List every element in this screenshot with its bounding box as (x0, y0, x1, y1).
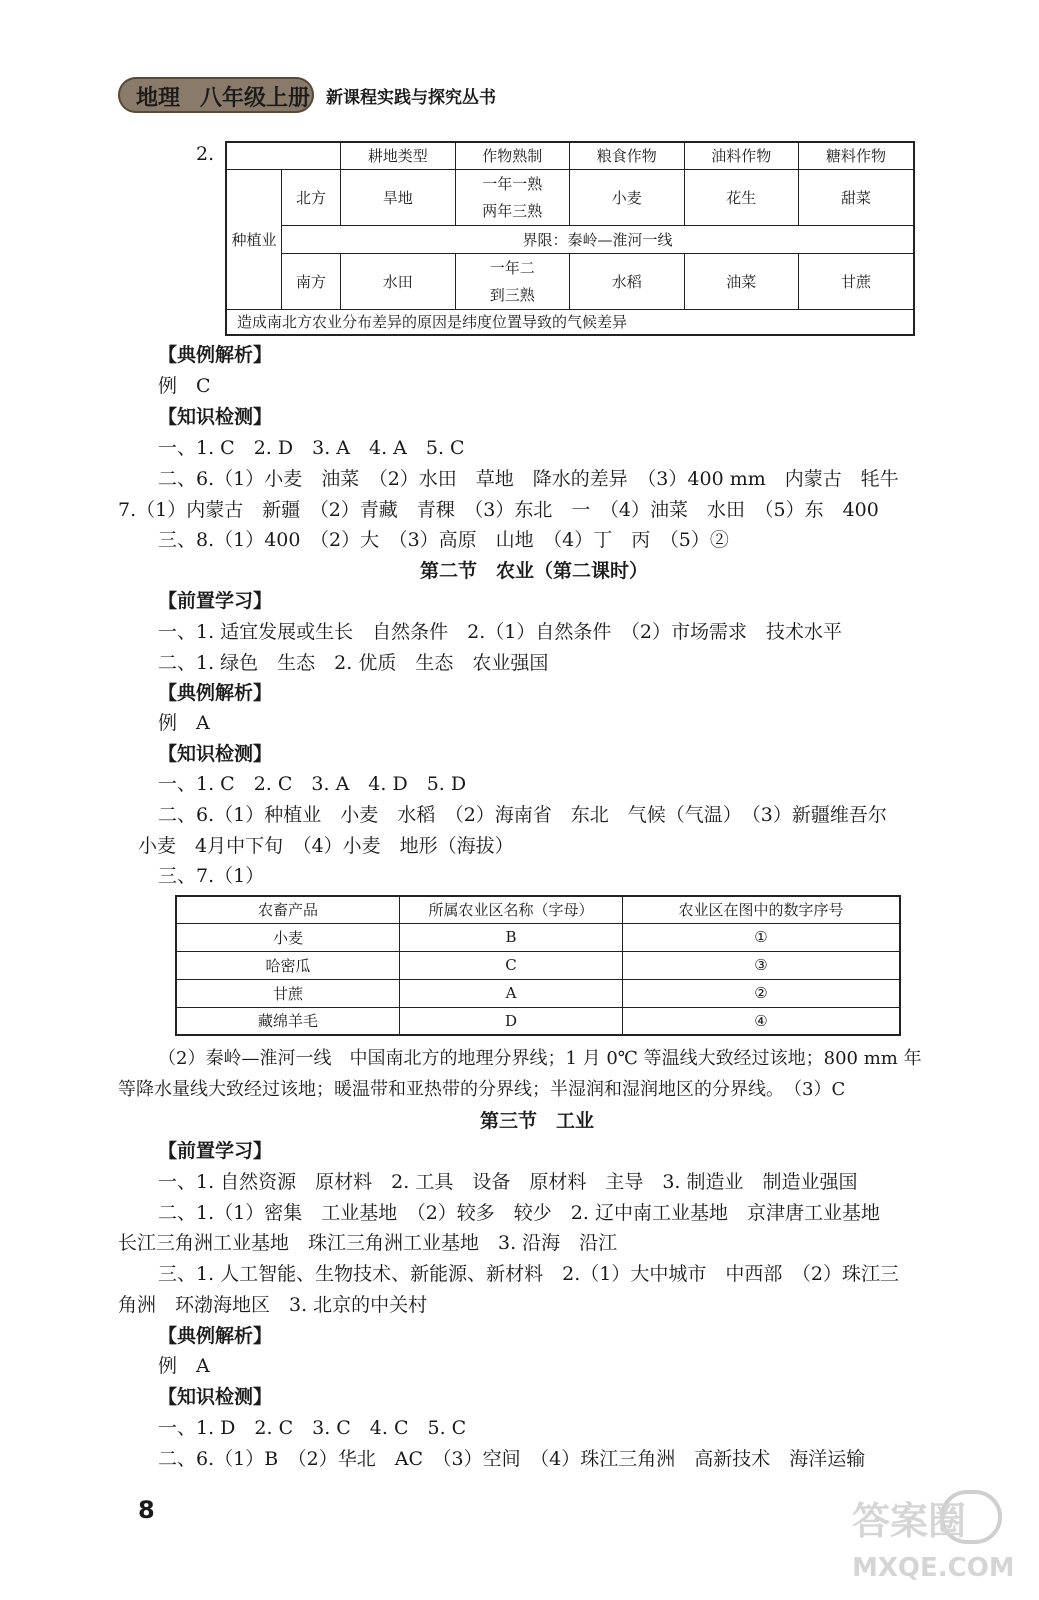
table-header: 粮食作物 (570, 142, 685, 169)
table-cell: ① (623, 923, 901, 951)
table-cell: ③ (623, 951, 901, 979)
south-crop-cycle: 一年二 到三熟 (455, 253, 570, 309)
answer-line: 二、6.（1）种植业 小麦 水稻 （2）海南省 东北 气候（气温） （3）新疆维吾尔 (158, 804, 887, 826)
table-header: 农畜产品 (176, 896, 400, 923)
north-region: 北方 (282, 169, 341, 225)
north-crop-cycle: 一年一熟 两年三熟 (455, 169, 570, 225)
agri-region-table (175, 895, 901, 1036)
answer-line: 三、8.（1）400 （2）大 （3）高原 山地 （4）丁 丙 （5）② (158, 529, 729, 551)
table-header: 所属农业区名称（字母） (400, 896, 623, 923)
planting-comparison-table (225, 141, 915, 336)
boundary-row: 界限：秦岭—淮河一线 (282, 225, 915, 253)
answer-line: 一、1. D 2. C 3. C 4. C 5. C (158, 1417, 467, 1439)
page-number: 8 (138, 1496, 155, 1524)
table-cell: 哈密瓜 (176, 951, 400, 979)
table-cell: B (400, 923, 623, 951)
table-cell: A (400, 979, 623, 1007)
section-heading: 【典例解析】 (158, 1325, 273, 1347)
header-subject: 地理 (136, 86, 181, 111)
section-heading: 【前置学习】 (158, 590, 273, 612)
table-header: 作物熟制 (455, 142, 570, 169)
section-heading: 【典例解析】 (158, 682, 273, 704)
table-header: 糖料作物 (799, 142, 915, 169)
table-cell: ④ (623, 1007, 901, 1035)
answer-line: 例 C (158, 375, 211, 397)
section-heading: 【知识检测】 (158, 1386, 273, 1408)
answer-line: 小麦 4月中下旬 （4）小麦 地形（海拔） (138, 835, 514, 857)
table-cell: 藏绵羊毛 (176, 1007, 400, 1035)
answer-line: 一、1. C 2. C 3. A 4. D 5. D (158, 773, 467, 795)
table-cell: C (400, 951, 623, 979)
north-grain: 小麦 (570, 169, 685, 225)
answer-line: 一、1. 适宜发展或生长 自然条件 2.（1）自然条件 （2）市场需求 技术水平 (158, 621, 842, 643)
table-cell: 甘蔗 (176, 979, 400, 1007)
answer-line: 等降水量线大致经过该地；暖温带和亚热带的分界线；半湿润和湿润地区的分界线。 （3）C (118, 1079, 846, 1100)
answer-line: 三、1. 人工智能、生物技术、新能源、新材料 2.（1）大中城市 中西部 （2）珠江三 (158, 1263, 899, 1285)
north-land: 旱地 (341, 169, 456, 225)
table-cell: 小麦 (176, 923, 400, 951)
table-cell: ② (623, 979, 901, 1007)
answer-line: 二、1. 绿色 生态 2. 优质 生态 农业强国 (158, 652, 549, 674)
answer-line: 长江三角洲工业基地 珠江三角洲工业基地 3. 沿海 沿江 (118, 1232, 618, 1254)
south-region: 南方 (282, 253, 341, 309)
answer-line: 7.（1）内蒙古 新疆 （2）青藏 青稞 （3）东北 一 （4）油菜 水田 （5）东 400 (118, 499, 879, 521)
answer-line: （2）秦岭—淮河一线 中国南北方的地理分界线；1 月 0℃ 等温线大致经过该地；800 mm 年 (158, 1048, 922, 1069)
chapter-title: 第三节 工业 (480, 1110, 595, 1132)
watermark-logo (846, 1488, 1012, 1588)
south-grain: 水稻 (570, 253, 685, 309)
row-label: 种植业 (226, 169, 282, 309)
answer-line: 二、6.（1）B （2）华北 AC （3）空间 （4）珠江三角洲 高新技术 海洋运输 (158, 1448, 866, 1470)
answer-line: 三、7.（1） (158, 865, 265, 887)
watermark-url: MXQE.COM (852, 1553, 1012, 1583)
answer-line: 二、6.（1）小麦 油菜 （2）水田 草地 降水的差异 （3）400 mm 内蒙古 牦牛 (158, 468, 899, 490)
south-land: 水田 (341, 253, 456, 309)
answer-line: 例 A (158, 712, 210, 734)
table-header: 耕地类型 (341, 142, 456, 169)
table-header: 油料作物 (684, 142, 799, 169)
table-cell: D (400, 1007, 623, 1035)
answer-line: 例 A (158, 1355, 210, 1377)
header-grade: 八年级上册 (200, 86, 311, 111)
south-oil: 油菜 (684, 253, 799, 309)
header-badge (118, 77, 314, 113)
watermark-text: 答案圈 (852, 1499, 967, 1543)
north-oil: 花生 (684, 169, 799, 225)
south-sugar: 甘蔗 (799, 253, 915, 309)
answer-line: 一、1. 自然资源 原材料 2. 工具 设备 原材料 主导 3. 制造业 制造业强国 (158, 1171, 858, 1193)
answer-line: 一、1. C 2. D 3. A 4. A 5. C (158, 437, 465, 459)
north-sugar: 甜菜 (799, 169, 915, 225)
section-heading: 【知识检测】 (158, 406, 273, 428)
section-heading: 【知识检测】 (158, 743, 273, 765)
answer-line: 角洲 环渤海地区 3. 北京的中关村 (118, 1294, 428, 1316)
answer-line: 二、1.（1）密集 工业基地 （2）较多 较少 2. 辽中南工业基地 京津唐工业基地 (158, 1202, 880, 1224)
chapter-title: 第二节 农业（第二课时） (420, 560, 649, 582)
table-footer-note: 造成南北方农业分布差异的原因是纬度位置导致的气候差异 (226, 309, 914, 335)
section-heading: 【典例解析】 (158, 344, 273, 366)
header-series: 新课程实践与探究丛书 (326, 88, 496, 108)
section-heading: 【前置学习】 (158, 1140, 273, 1162)
table-header: 农业区在图中的数字序号 (623, 896, 901, 923)
question-2-label: 2. (196, 143, 215, 165)
